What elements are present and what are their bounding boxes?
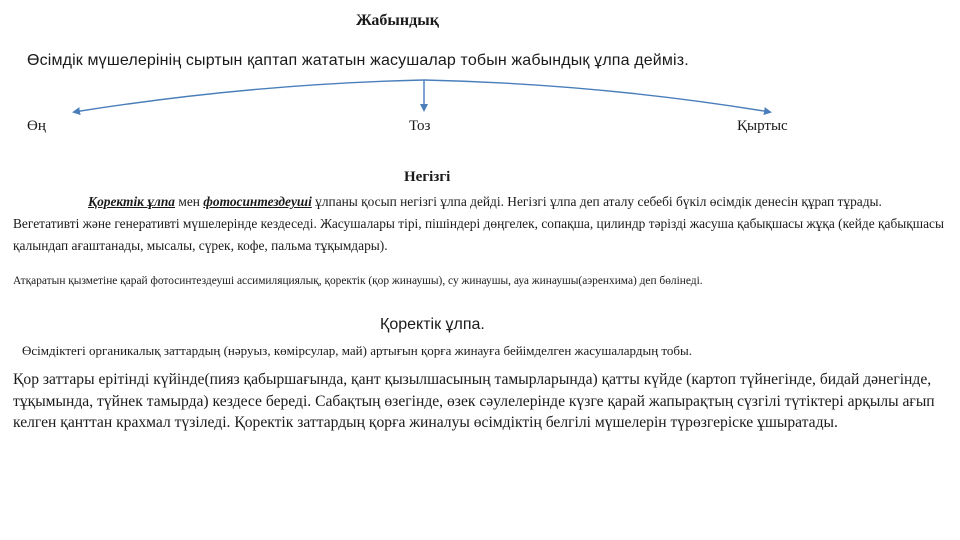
arrow-left [74, 80, 424, 112]
branch-label-epidermis: Өң [27, 118, 46, 134]
basic-tissue-paragraph [13, 191, 945, 257]
classification-text: Атқаратын қызметіне қарай фотосинтездеуші ассимиляциялық, қоректік (қор жинаушы), су жинаушы, ауа жинаушы(аэренхима) деп бөлінеді. [13, 275, 703, 287]
conjunction: мен [175, 194, 204, 209]
term-storage-tissue: Қоректік ұлпа [88, 194, 176, 209]
term-photosynthetic: фотосинтездеуші [203, 194, 312, 209]
section-heading-storage: Қоректік ұлпа. [380, 316, 485, 333]
section-heading-basic: Негізгі [404, 169, 451, 185]
basic-tissue-text: ұлпаны қосып негізгі ұлпа дейді. Негізгі ұлпа деп аталу себебі бүкіл өсімдік денесін құрап тұрады. Вегетативті және генеративті мүшелерінде кездеседі. Жасушалары тірі, пішіндері дөңгелек, сопақша, цилиндр тәрізді жасуша қабықшасы жұқа (кейде қабықшасы қалындап ағаштанады, мысалы, сүрек, кофе, пальма тұқымдары). [13, 194, 944, 253]
branch-label-cork: Тоз [409, 118, 431, 134]
storage-definition: Өсімдіктегі органикалық заттардың (нәруыз, көмірсулар, май) артығын қорға жинауға бейімделген жасушалардың тобы. [22, 343, 693, 358]
intro-definition: Өсімдік мүшелерінің сыртын қаптап жататын жасушалар тобын жабындық ұлпа дейміз. [27, 52, 689, 69]
arrow-right [424, 80, 770, 112]
page-title: Жабындық [356, 12, 439, 29]
branch-label-bark: Қыртыс [737, 118, 788, 134]
storage-paragraph: Қор заттары ерітінді күйінде(пияз қабыршағында, қант қызылшасының тамырларында) қатты күйде (картоп түйнегінде, бидай дәнегінде, тұқымында, түйнек тамырда) кездесе береді. Сабақтың өзегінде, өзек сәулелерінде күзге қарай жапырақтың сүзгілі түтіктері арқылы ағып келген қанттан крахмал түзіледі. Қоректік заттардың қорға жиналуы өсімдіктің белгілі мүшелерін түрөзгеріске ұшыратады. [13, 371, 935, 431]
